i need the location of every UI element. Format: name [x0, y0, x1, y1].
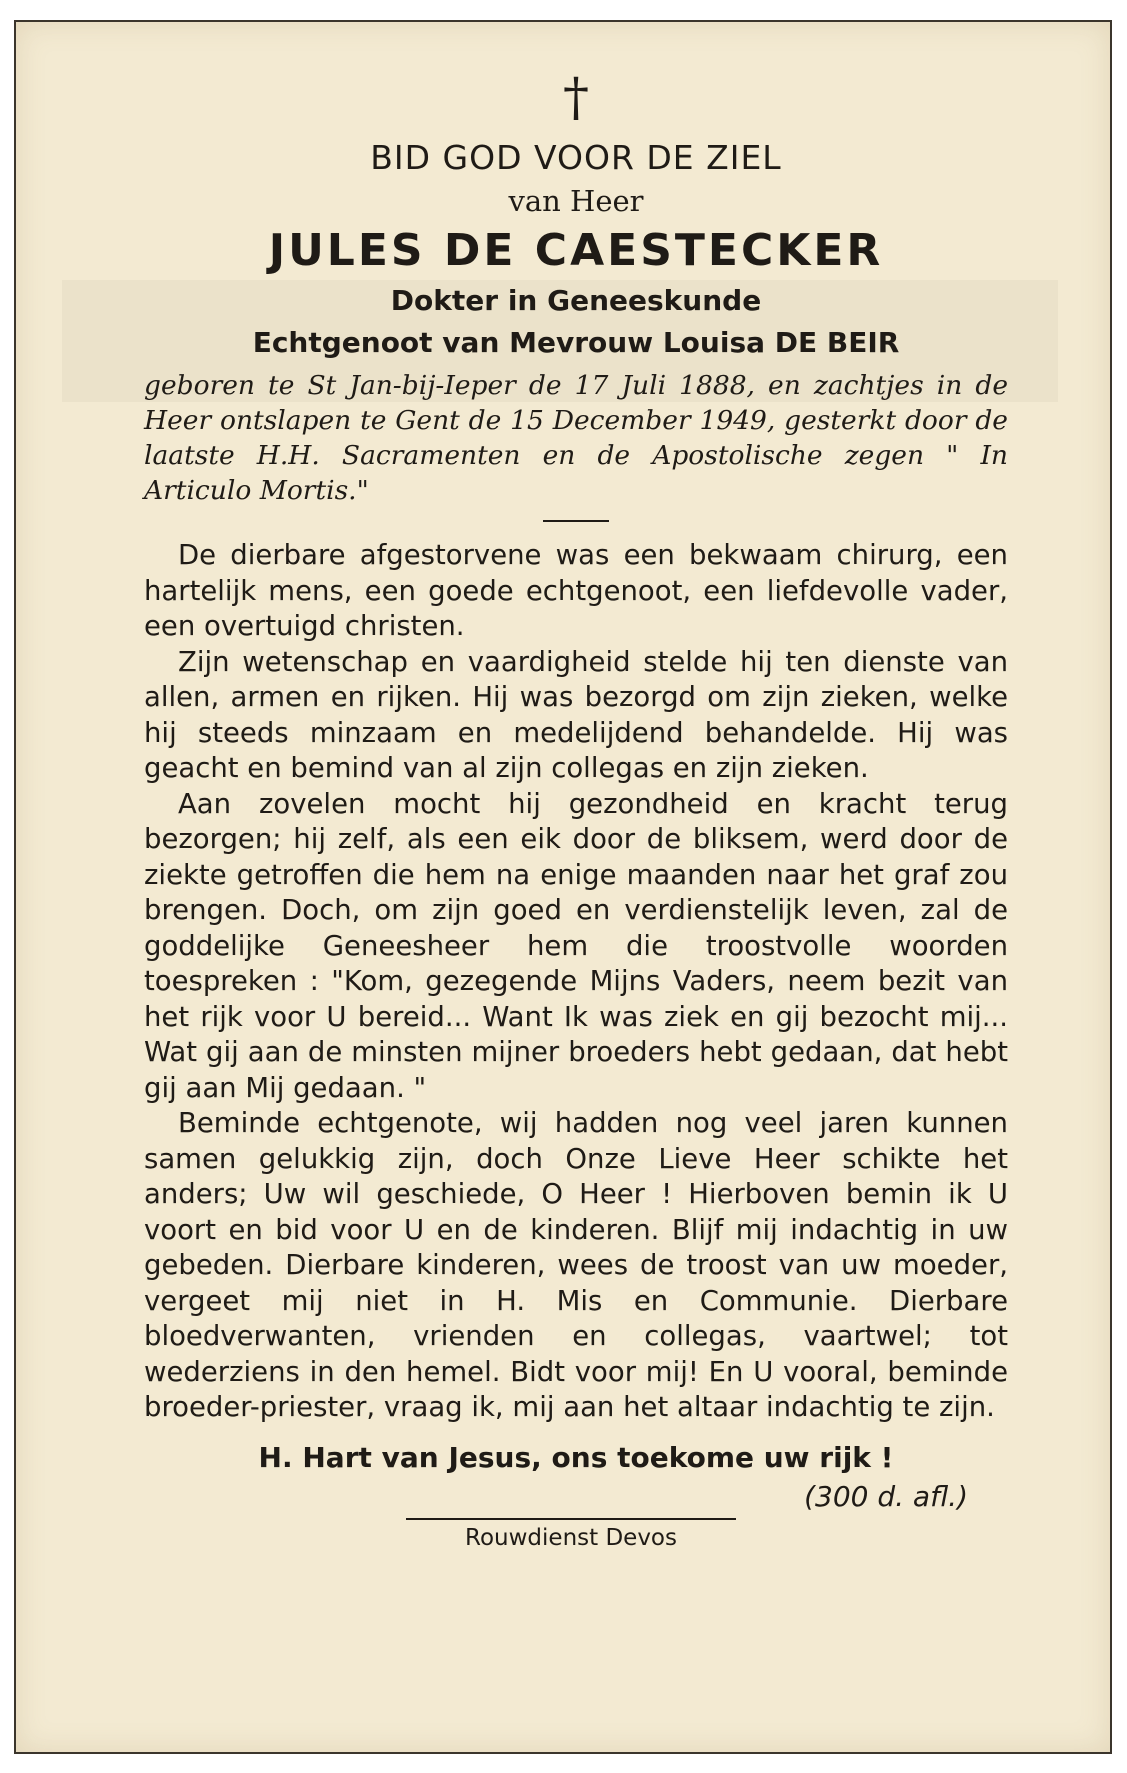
profession-line: Dokter in Geneeskunde	[390, 284, 762, 317]
closing-prayer: H. Hart van Jesus, ons toekome uw rijk !	[258, 1440, 894, 1474]
memorial-card	[14, 20, 1112, 1754]
printer-name: Rouwdienst Devos	[465, 1524, 677, 1551]
biography-text: geboren te St Jan-bij-Ieper de 17 Juli 1888, en zachtjes in de Heer ontslapen te Gent de 15 December 1949, gesterkt door de laatste H.H. Sacramenten en de Apostolische zegen " In Articulo Mortis."	[144, 370, 1008, 506]
paragraph-1: De dierbare afgestorvene was een bekwaam chirurg, een hartelijk mens, een goede echtgenoot, een liefdevolle vader, een overtuigd christen.	[144, 539, 1008, 642]
paragraph-3: Aan zovelen mocht hij gezondheid en kracht terug bezorgen; hij zelf, als een eik door de bliksem, werd door de ziekte getroffen die hem na enige maanden naar het graf zou brengen. Doch, om zijn goed en verdienstelijk leven, zal de goddelijke Geneesheer hem die troostvolle woorden toespreken : "Kom, gezegende Mijns Vaders, neem bezit van het rijk voor U bereid... Want Ik was ziek en gij bezocht mij... Wat gij aan de minsten mijner broeders hebt gedaan, dat hebt gij aan Mij gedaan. "	[144, 787, 1008, 1104]
card-content	[144, 70, 1008, 1556]
indulgence-note: (300 d. afl.)	[804, 1479, 968, 1513]
cross-icon: †	[563, 68, 589, 128]
paragraph-2: Zijn wetenschap en vaardigheid stelde hij ten dienste van allen, armen en rijken. Hij was bezorgd om zijn zieken, welke hij steeds minzaam en medelijdend behandelde. Hij was geacht en bemind van al zijn collegas en zijn zieken.	[144, 645, 1008, 784]
deceased-name: JULES DE CAESTECKER	[268, 225, 884, 276]
prayer-heading: BID GOD VOOR DE ZIEL	[370, 138, 782, 177]
short-divider	[543, 520, 609, 522]
paragraph-4: Beminde echtgenote, wij hadden nog veel jaren kunnen samen gelukkig zijn, doch Onze Lieve Heer schikte het anders; Uw wil geschiede, O Heer ! Hierboven bemin ik U voort en bid voor U en de kinderen. Blijf mij indachtig in uw gebeden. Dierbare kinderen, wees de troost van uw moeder, vergeet mij niet in H. Mis en Communie. Dierbare bloedverwanten, vrienden en collegas, vaartwel; tot wederziens in den hemel. Bidt voor mij! En U vooral, beminde broeder-priester, vraag ik, mij aan het altaar indachtig te zijn.	[144, 1107, 1008, 1423]
van-heer-line: van Heer	[508, 184, 644, 218]
spouse-line: Echtgenoot van Mevrouw Louisa DE BEIR	[252, 326, 900, 359]
